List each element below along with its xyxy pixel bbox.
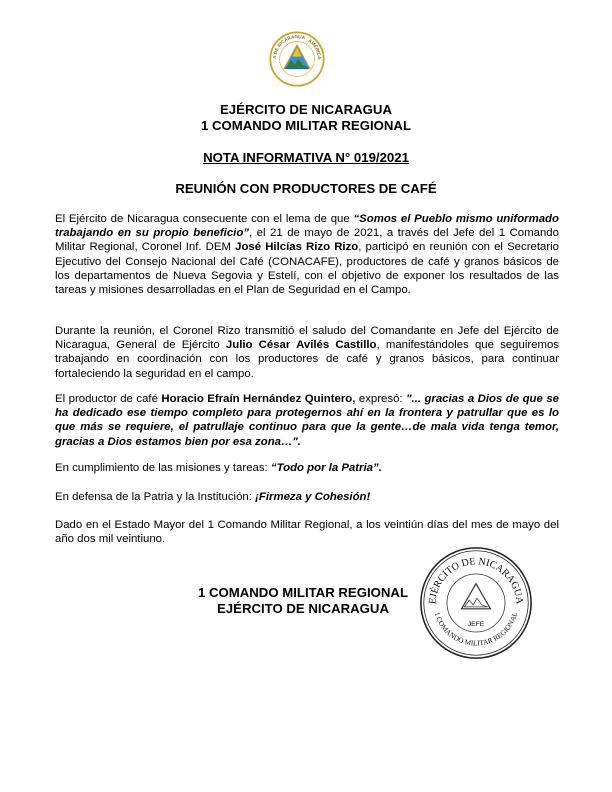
document-number: NOTA INFORMATIVA N° 019/2021 <box>203 150 409 165</box>
closing-paragraph: Dado en el Estado Mayor del 1 Comando Militar Regional, a los veintiún días del mes de mayo del año dos mil veintiuno. <box>55 519 559 546</box>
signature-line-1: 1 COMANDO MILITAR REGIONAL <box>197 585 408 600</box>
paragraph-3-text: El productor de café <box>55 393 162 405</box>
document-title: REUNIÓN CON PRODUCTORES DE CAFÉ <box>175 181 437 196</box>
paragraph-2-text-2: , manifestándoles que seguiremos trabajando en coordinación con los productores de café y granos básicos, para continuar fortaleciendo la seguridad en el campo. <box>55 339 560 380</box>
paragraph-3 <box>55 392 559 449</box>
producer-quote: "... gracias a Dios de que se ha dedicado ese tiempo completo para protegernos ahí en la frontera y patrullar que es lo que más se requiere, el patrullaje continuo para que la gente…de mala vida tenga temor, gracias a Dios estamos bien por esa zona…". <box>55 393 559 448</box>
header-line-1: EJÉRCITO DE NICARAGUA <box>220 102 392 117</box>
header-line-2: 1 COMANDO MILITAR REGIONAL <box>200 118 411 133</box>
signature-line-2: EJÉRCITO DE NICARAGUA <box>217 601 389 616</box>
svg-text:1 COMANDO MILITAR REGIONAL: 1 COMANDO MILITAR REGIONAL <box>432 611 520 648</box>
person-name: Julio César Avilés Castillo <box>225 339 377 352</box>
person-name: Horacio Efraín Hernández Quintero, <box>161 393 356 405</box>
svg-text:JEFE: JEFE <box>467 621 485 629</box>
paragraph-2-text: Durante la reunión, el Coronel Rizo transmitió el saludo del Comandante en Jefe del Ejército de Nicaragua, General de Ejército <box>55 325 559 352</box>
paragraph-6 <box>55 518 559 546</box>
paragraph-5-text: En defensa de la Patria y la Institución: <box>55 491 256 503</box>
svg-text:EJÉRCITO DE NICARAGUA: EJÉRCITO DE NICARAGUA <box>427 556 525 605</box>
slogan-quote: “Todo por la Patria”. <box>270 462 382 474</box>
paragraph-1-text-2: , el 21 de mayo de 2021, a través del Jefe del 1 Comando Militar Regional, Coronel Inf. DEM <box>55 227 559 254</box>
paragraph-3-text-2: expresó: <box>355 393 407 405</box>
motto-quote: “Somos el Pueblo mismo uniformado trabajando en su propio beneficio” <box>55 213 559 240</box>
paragraph-1 <box>55 212 559 297</box>
svg-text:REPÚBLICA DE NICARAGUA · AMÉRI: A DE NICARAGUA · AMÉRICA <box>272 34 322 60</box>
coat-of-arms-icon <box>268 30 326 88</box>
paragraph-1-text-3: , participó en reunión con el Secretario Ejecutivo del Consejo Nacional del Café (CONACAFE), productores de café y granos básicos de los departamentos de Nueva Segovia y Estelí, con el objetivo de exponer los resultados de las tareas y misiones desarrolladas en el Plan de Seguridad en el Campo. <box>55 241 559 297</box>
paragraph-1-text: El Ejército de Nicaragua consecuente con el lema de que <box>55 213 354 225</box>
paragraph-5 <box>55 490 559 504</box>
slogan-quote: ¡Firmeza y Cohesión! <box>255 491 371 503</box>
paragraph-2 <box>55 324 559 381</box>
official-stamp-icon <box>418 545 534 661</box>
person-name: José Hilcías Rizo Rizo <box>235 241 359 254</box>
paragraph-4-text: En cumplimiento de las misiones y tareas: <box>55 462 271 474</box>
paragraph-4 <box>55 461 559 475</box>
